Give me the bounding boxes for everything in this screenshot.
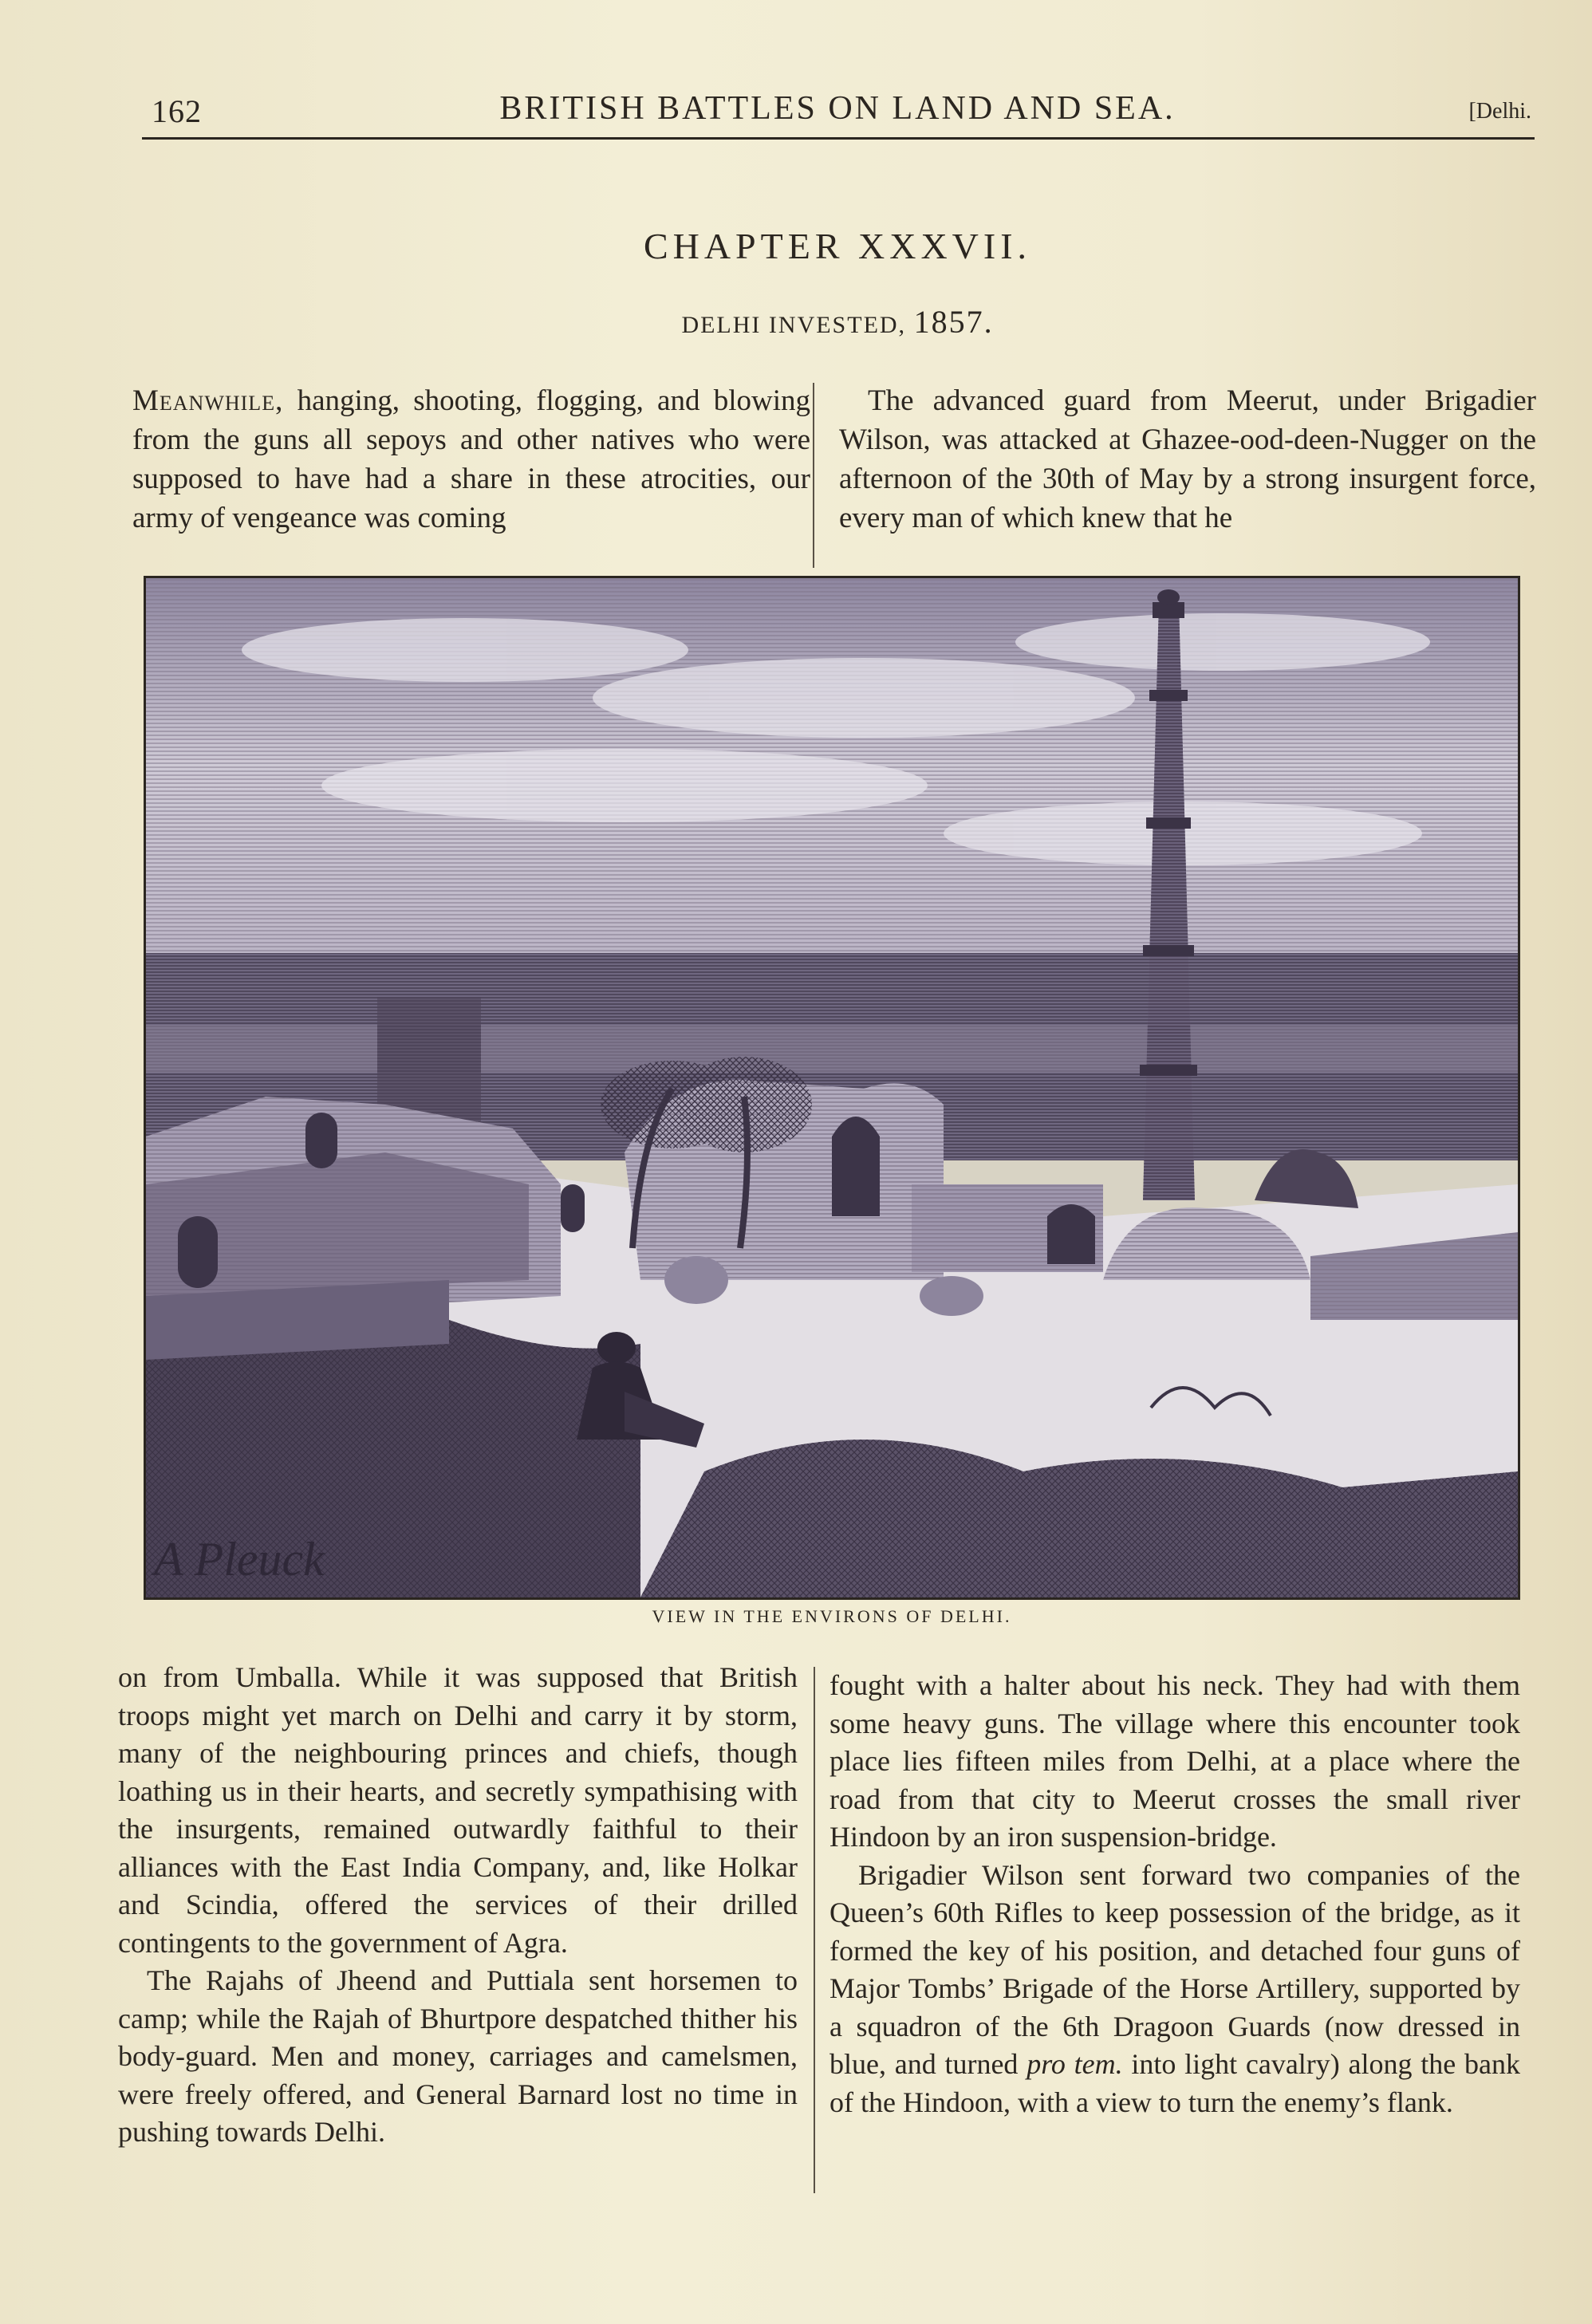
top-left-text: hanging, shooting, flogging, and blowing from the guns all sepoys and other natives who were supposed to have had a share in these atrocities, our army of vengeance was coming [132, 384, 810, 534]
header-rule [142, 137, 1535, 140]
engraving-illustration [144, 576, 1520, 1600]
section-marker: [Delhi. [1468, 99, 1531, 124]
lead-word: Meanwhile, [132, 384, 284, 417]
bottom-right-p2-after: into light cavalry) along the bank of the Hindoon, with a view to turn the enemy’s flank. [829, 2048, 1520, 2118]
page-number: 162 [152, 93, 202, 129]
bottom-right-p2-before: Brigadier Wilson sent forward two companies of the Queen’s 60th Rifles to keep possession of the bridge, as it formed the key of his position, and detached four guns of Major Tombs’ Brigade of the Horse Artillery, supported by a squadron of the 6th Dragoon Guards (now dressed in blue, and turned [829, 1858, 1520, 2080]
top-right-column [839, 381, 1536, 538]
figure-caption: VIEW IN THE ENVIRONS OF DELHI. [652, 1606, 1012, 1626]
bottom-right-column [829, 1667, 1520, 2121]
chapter-year: 1857. [913, 304, 994, 340]
chapter-subtitle [144, 303, 1531, 341]
column-divider-bottom [814, 1667, 815, 2193]
page-header [144, 86, 1531, 134]
artist-signature: A Pleuck [154, 1533, 325, 1585]
bottom-left-paragraph-1: on from Umballa. While it was supposed that British troops might yet march on Delhi and carry it by storm, many of the neighbouring princes and chiefs, though loathing us in their hearts, and secretly sympathising with the insurgents, remained outwardly faithful to their alliances with the East India Company, and, like Holkar and Scindia, offered the services of their drilled contingents to the government of Agra. [118, 1661, 798, 1959]
bottom-left-paragraph-2: The Rajahs of Jheend and Puttiala sent horsemen to camp; while the Rajah of Bhurtpore despatched thither his body-guard. Men and money, carriages and camelsmen, were freely offered, and General Barnard lost no time in pushing towards Delhi. [118, 1964, 798, 2148]
chapter-title: CHAPTER XXXVII. [643, 226, 1032, 266]
bottom-right-paragraph-2 [829, 1857, 1520, 2122]
top-right-text: The advanced guard from Meerut, under Brigadier Wilson, was attacked at Ghazee-ood-deen-Nugger on the afternoon of the 30th of May by a strong insurgent force, every man of which knew that he [839, 384, 1536, 534]
top-left-column [132, 381, 810, 538]
bottom-right-paragraph-1: fought with a halter about his neck. They had with them some heavy guns. The village where this encounter took place lies fifteen miles from Delhi, at a place where the road from that city to Meerut crosses the small river Hindoon by an iron suspension-bridge. [829, 1669, 1520, 1853]
bottom-left-column [118, 1659, 798, 2152]
chapter-subtitle-text: DELHI INVESTED, [681, 312, 907, 338]
bottom-right-p2-italic: pro tem. [1027, 2048, 1123, 2080]
engraving-svg [146, 578, 1518, 1597]
column-divider-top [813, 383, 814, 568]
running-title: BRITISH BATTLES ON LAND AND SEA. [499, 90, 1176, 127]
